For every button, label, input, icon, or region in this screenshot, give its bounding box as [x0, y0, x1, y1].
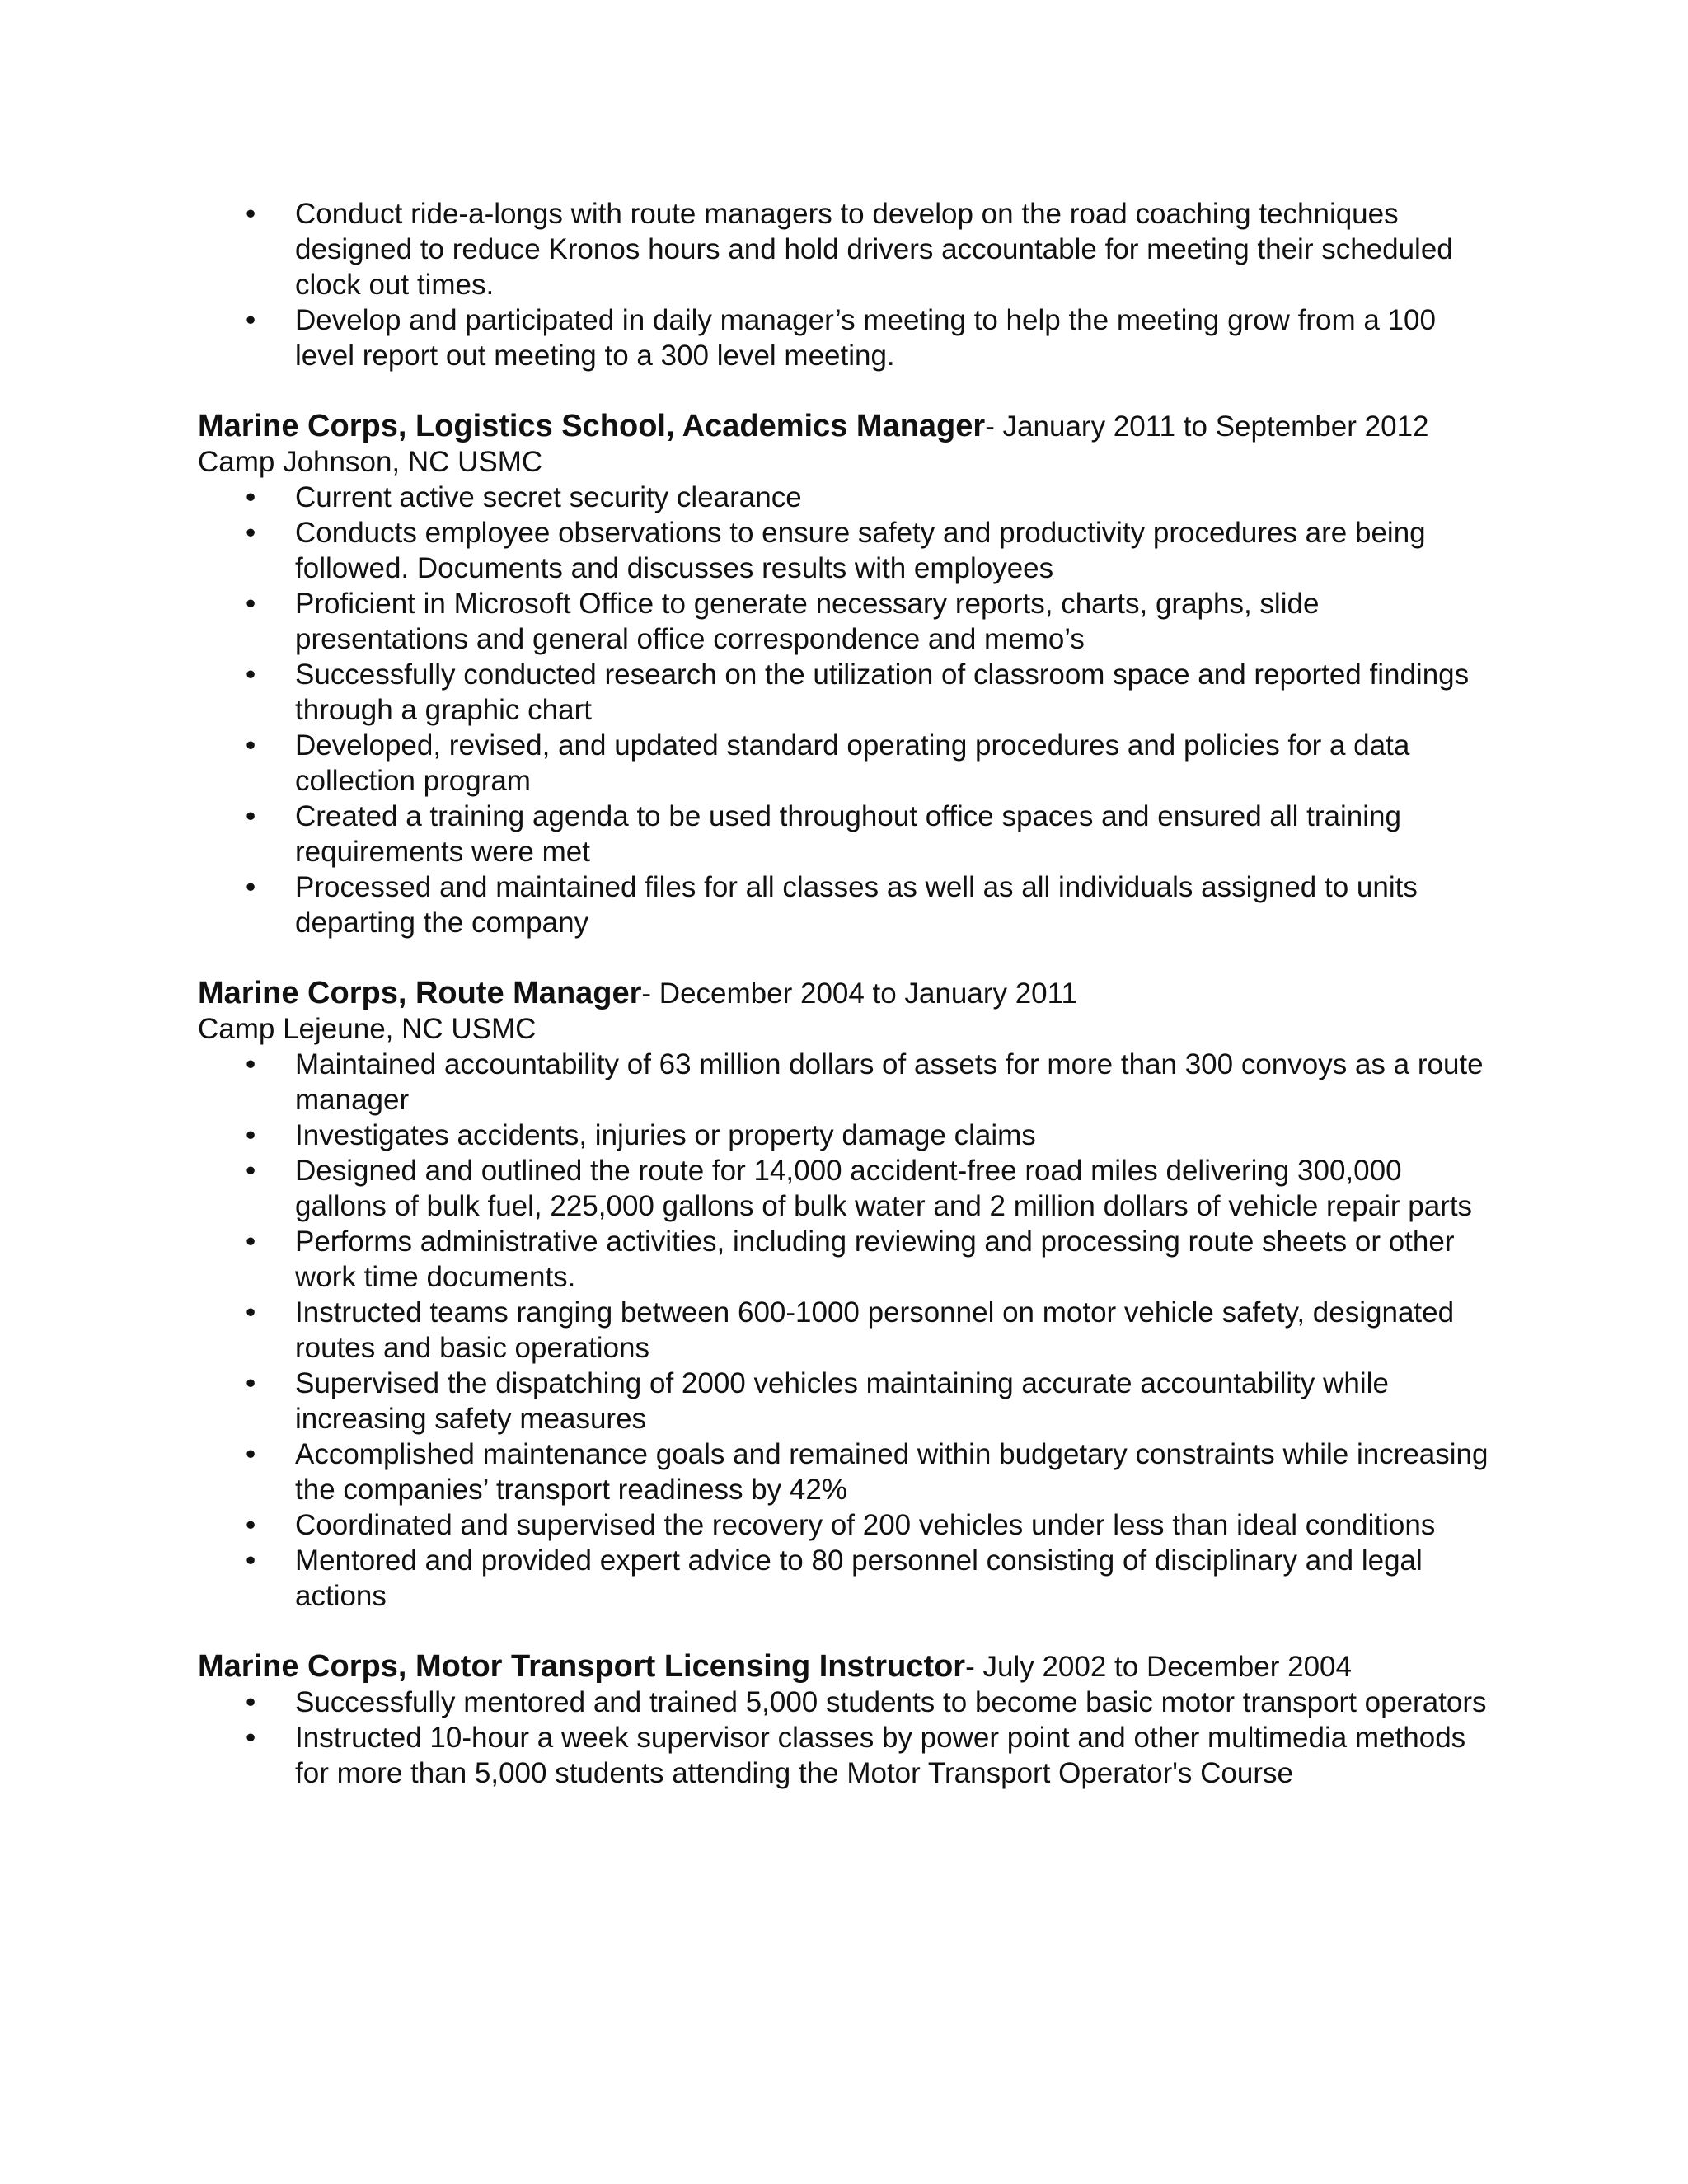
- bullet-text: Current active secret security clearance: [295, 481, 802, 513]
- list-item: [198, 1685, 1492, 1720]
- bullet-icon: •: [246, 1722, 256, 1754]
- bullet-icon: •: [246, 729, 256, 762]
- resume-content: [198, 196, 1492, 1791]
- bullet-text: Proficient in Microsoft Office to generate necessary reports, charts, graphs, slide presentations and general office correspondence and memo’s: [295, 588, 1320, 655]
- bullet-icon: •: [246, 1367, 256, 1399]
- job-location: Camp Lejeune, NC USMC: [198, 1013, 537, 1045]
- bullet-icon: •: [246, 517, 256, 549]
- bullet-icon: •: [246, 1438, 256, 1470]
- job-bullet-list: [198, 480, 1492, 940]
- list-item: [198, 480, 1492, 515]
- list-item: [198, 1366, 1492, 1436]
- bullet-text: Instructed teams ranging between 600-1000 personnel on motor vehicle safety, designated routes and basic operations: [295, 1296, 1455, 1364]
- bullet-text: Investigates accidents, injuries or property damage claims: [295, 1119, 1036, 1151]
- list-item: [198, 586, 1492, 657]
- bullet-icon: •: [246, 871, 256, 903]
- bullet-icon: •: [246, 658, 256, 691]
- job-title: Marine Corps, Route Manager: [198, 976, 642, 1010]
- bullet-text: Supervised the dispatching of 2000 vehicles maintaining accurate accountability while increasing safety measures: [295, 1367, 1389, 1435]
- job-title: Marine Corps, Logistics School, Academics Manager: [198, 409, 986, 443]
- bullet-text: Develop and participated in daily manager’s meeting to help the meeting grow from a 100 level report out meeting to a 300 level meeting.: [295, 304, 1436, 372]
- bullet-icon: •: [246, 1226, 256, 1258]
- job-header: [198, 409, 1492, 444]
- bullet-text: Processed and maintained files for all classes as well as all individuals assigned to units departing the company: [295, 871, 1418, 939]
- list-item: [198, 1224, 1492, 1295]
- bullet-icon: •: [246, 198, 256, 230]
- job-dates: - July 2002 to December 2004: [965, 1651, 1352, 1683]
- list-item: [198, 1153, 1492, 1224]
- bullet-icon: •: [246, 1155, 256, 1187]
- bullet-icon: •: [246, 1544, 256, 1577]
- bullet-text: Conducts employee observations to ensure safety and productivity procedures are being followed. Documents and discusses results with employees: [295, 517, 1426, 584]
- bullet-icon: •: [246, 800, 256, 832]
- list-item: [198, 1295, 1492, 1366]
- intro-bullet-list: [198, 196, 1492, 373]
- list-item: [198, 1047, 1492, 1118]
- job-dates: - January 2011 to September 2012: [985, 410, 1429, 443]
- bullet-text: Performs administrative activities, including reviewing and processing route sheets or other work time documents.: [295, 1226, 1455, 1293]
- bullet-icon: •: [246, 481, 256, 513]
- bullet-text: Designed and outlined the route for 14,000 accident-free road miles delivering 300,000 gallons of bulk fuel, 225,000 gallons of bulk water and 2 million dollars of vehicle repair parts: [295, 1155, 1473, 1222]
- bullet-icon: •: [246, 1119, 256, 1151]
- job-title: Marine Corps, Motor Transport Licensing Instructor: [198, 1649, 966, 1684]
- bullet-icon: •: [246, 1686, 256, 1718]
- job-header: [198, 1649, 1492, 1685]
- bullet-text: Successfully mentored and trained 5,000 students to become basic motor transport operators: [295, 1686, 1487, 1718]
- bullet-icon: •: [246, 588, 256, 620]
- list-item: [198, 302, 1492, 373]
- list-item: [198, 196, 1492, 302]
- bullet-text: Conduct ride-a-longs with route managers to develop on the road coaching techniques designed to reduce Kronos hours and hold drivers accountable for meeting their scheduled clock out times.: [295, 198, 1453, 301]
- bullet-icon: •: [246, 1296, 256, 1329]
- list-item: [198, 1720, 1492, 1791]
- bullet-text: Maintained accountability of 63 million dollars of assets for more than 300 convoys as a route manager: [295, 1048, 1484, 1116]
- bullet-text: Created a training agenda to be used throughout office spaces and ensured all training requirements were met: [295, 800, 1401, 868]
- job-bullet-list: [198, 1047, 1492, 1614]
- job-entry-route-manager: [198, 976, 1492, 1614]
- bullet-icon: •: [246, 304, 256, 336]
- bullet-text: Developed, revised, and updated standard operating procedures and policies for a data collection program: [295, 729, 1410, 797]
- job-header: [198, 976, 1492, 1011]
- list-item: [198, 1507, 1492, 1543]
- list-item: [198, 799, 1492, 869]
- list-item: [198, 515, 1492, 586]
- list-item: [198, 1436, 1492, 1507]
- bullet-icon: •: [246, 1509, 256, 1541]
- bullet-icon: •: [246, 1048, 256, 1080]
- bullet-text: Successfully conducted research on the utilization of classroom space and reported findings through a graphic chart: [295, 658, 1470, 726]
- job-entry-academics-manager: [198, 409, 1492, 940]
- list-item: [198, 657, 1492, 728]
- bullet-text: Coordinated and supervised the recovery of 200 vehicles under less than ideal conditions: [295, 1509, 1436, 1541]
- job-location: Camp Johnson, NC USMC: [198, 446, 543, 478]
- bullet-text: Accomplished maintenance goals and remained within budgetary constraints while increasing the companies’ transport readiness by 42%: [295, 1438, 1489, 1506]
- bullet-text: Instructed 10-hour a week supervisor classes by power point and other multimedia methods for more than 5,000 students attending the Motor Transport Operator's Course: [295, 1722, 1466, 1789]
- job-bullet-list: [198, 1685, 1492, 1791]
- job-dates: - December 2004 to January 2011: [641, 977, 1077, 1010]
- list-item: [198, 869, 1492, 940]
- list-item: [198, 728, 1492, 799]
- list-item: [198, 1543, 1492, 1614]
- bullet-text: Mentored and provided expert advice to 80 personnel consisting of disciplinary and legal actions: [295, 1544, 1423, 1612]
- job-entry-licensing-instructor: [198, 1649, 1492, 1791]
- list-item: [198, 1118, 1492, 1153]
